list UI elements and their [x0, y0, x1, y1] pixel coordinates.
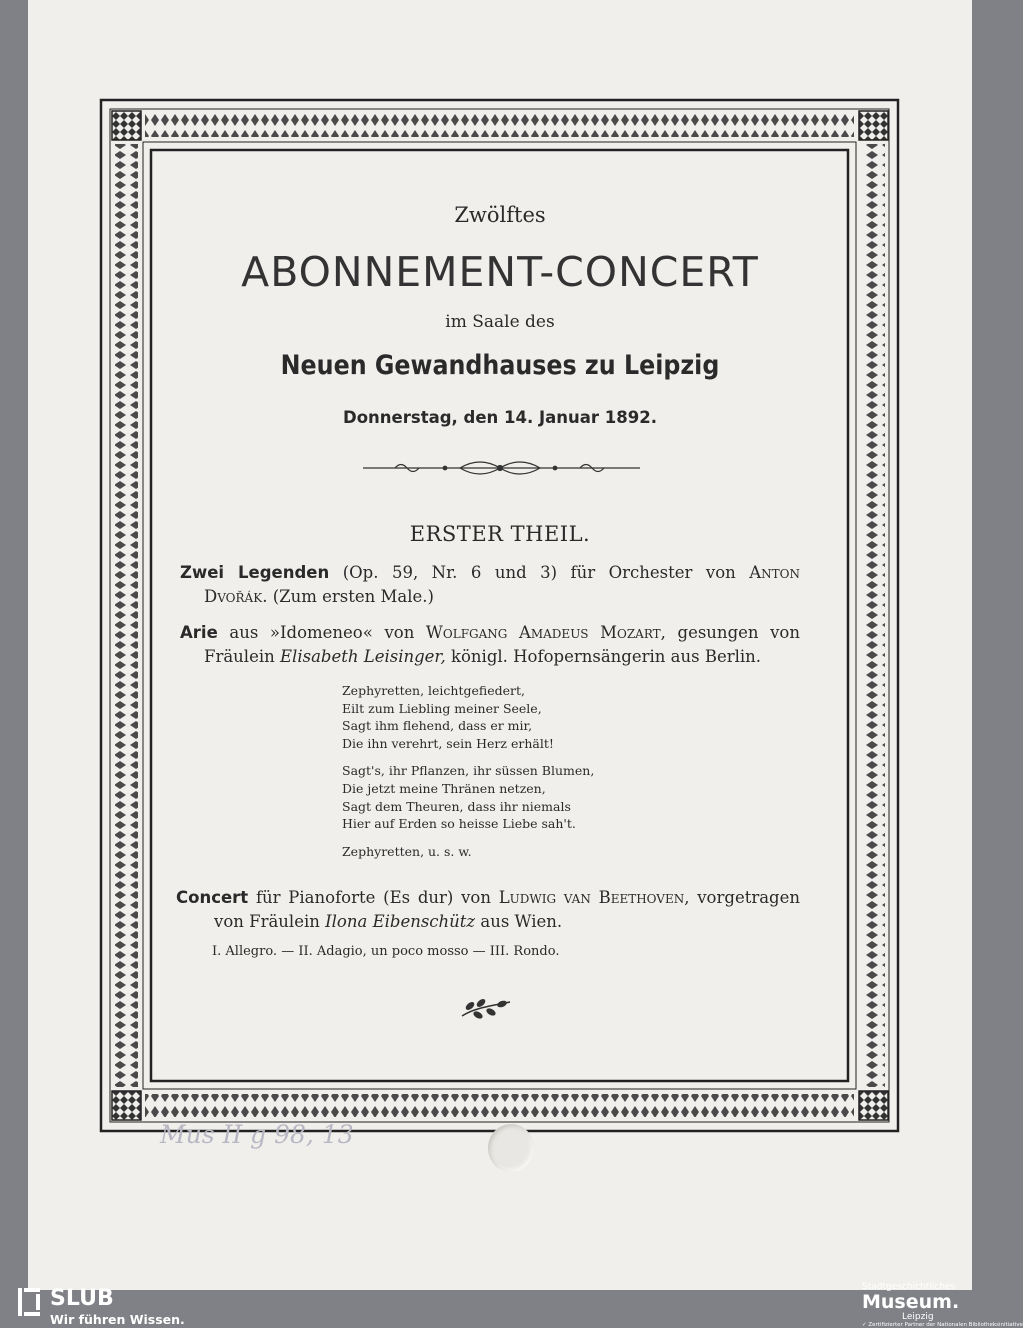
item-details: für Pianoforte (Es dur) von	[255, 888, 491, 907]
poem-line: Sagt ihm flehend, dass er mir,	[342, 718, 533, 734]
poem-line: Die jetzt meine Thränen netzen,	[342, 780, 546, 796]
poem-line: Die ihn verehrt, sein Herz erhält!	[342, 735, 554, 751]
word-aus: aus	[229, 623, 259, 642]
item-title: Zwei Legenden	[180, 563, 330, 582]
corner-ornament-bottom-right	[859, 1091, 888, 1120]
top-leaf-band	[145, 114, 854, 137]
performed-by: vorgetragen	[697, 888, 801, 907]
museum-name: Museum.	[862, 1291, 960, 1313]
museum-city: Leipzig	[902, 1312, 934, 1322]
composer-last-name: Dvořák.	[204, 587, 268, 606]
concert-date: Donnerstag, den 14. Januar 1892.	[343, 408, 657, 427]
embossed-seal	[488, 1124, 534, 1172]
item-note: (Zum ersten Male.)	[272, 587, 434, 606]
program-item-concert	[176, 886, 800, 934]
word-von-fraeulein: von Fräulein	[214, 912, 320, 931]
soloist-name: Ilona Eibenschütz	[325, 912, 476, 931]
work-title: »Idomeneo«	[269, 623, 373, 642]
item-details: (Op. 59, Nr. 6 und 3) für Orchester von	[342, 563, 736, 582]
bottom-leaf-band	[145, 1094, 854, 1117]
poem-ending: Zephyretten, u. s. w.	[342, 843, 472, 859]
poem-line: Sagt dem Theuren, dass ihr niemals	[342, 798, 571, 814]
poem-line: Eilt zum Liebling meiner Seele,	[342, 700, 542, 716]
museum-certification: ✓ Zertifizierter Partner der Nationalen Bibliotheksinitiative	[862, 1322, 1023, 1328]
divider-ornament	[363, 462, 640, 474]
corner-ornament-bottom-left	[112, 1091, 141, 1120]
soloist-origin: aus Wien.	[480, 912, 563, 931]
library-tagline: Wir führen Wissen.	[50, 1312, 185, 1327]
shelfmark-handwritten: Mus II g 98, 13	[160, 1120, 354, 1149]
museum-prefix: Stadtgeschichtliches	[862, 1282, 956, 1292]
venue-name: Neuen Gewandhauses zu Leipzig	[280, 350, 720, 381]
museum-logo[interactable]	[862, 1282, 1023, 1328]
part-heading: ERSTER THEIL.	[409, 522, 591, 546]
poem-line: Sagt's, ihr Pflanzen, ihr süssen Blumen,	[342, 763, 595, 779]
concert-title: ABONNEMENT-CONCERT	[241, 248, 759, 296]
slub-icon	[18, 1288, 40, 1316]
program-item-legenden	[180, 561, 800, 609]
aria-text	[342, 682, 594, 860]
concert-ordinal: Zwölftes	[454, 203, 546, 227]
composer-name: Ludwig van Beethoven,	[498, 888, 690, 907]
item-title: Arie	[180, 623, 218, 642]
singer-name: Elisabeth Leisinger,	[280, 647, 446, 666]
composer-first-name: Anton	[749, 563, 800, 582]
word-von: von	[384, 623, 415, 642]
sung-by: gesungen von	[677, 623, 800, 642]
venue-intro: im Saale des	[445, 312, 555, 332]
poem-line: Hier auf Erden so heisse Liebe sah't.	[342, 816, 576, 832]
floral-vignette	[462, 997, 510, 1020]
item-title: Concert	[176, 888, 249, 907]
program-item-arie	[180, 621, 800, 669]
word-fraeulein: Fräulein	[204, 647, 275, 666]
singer-role: königl. Hofopernsängerin aus Berlin.	[451, 647, 762, 666]
poem-line: Zephyretten, leichtgefiedert,	[342, 683, 525, 698]
composer-name: Wolfgang Amadeus Mozart,	[425, 623, 666, 642]
movements-list: I. Allegro. — II. Adagio, un poco mosso — III. Rondo.	[212, 944, 560, 959]
corner-ornament-top-left	[112, 111, 141, 140]
library-name: SLUB	[50, 1286, 114, 1311]
corner-ornament-top-right	[859, 111, 888, 140]
